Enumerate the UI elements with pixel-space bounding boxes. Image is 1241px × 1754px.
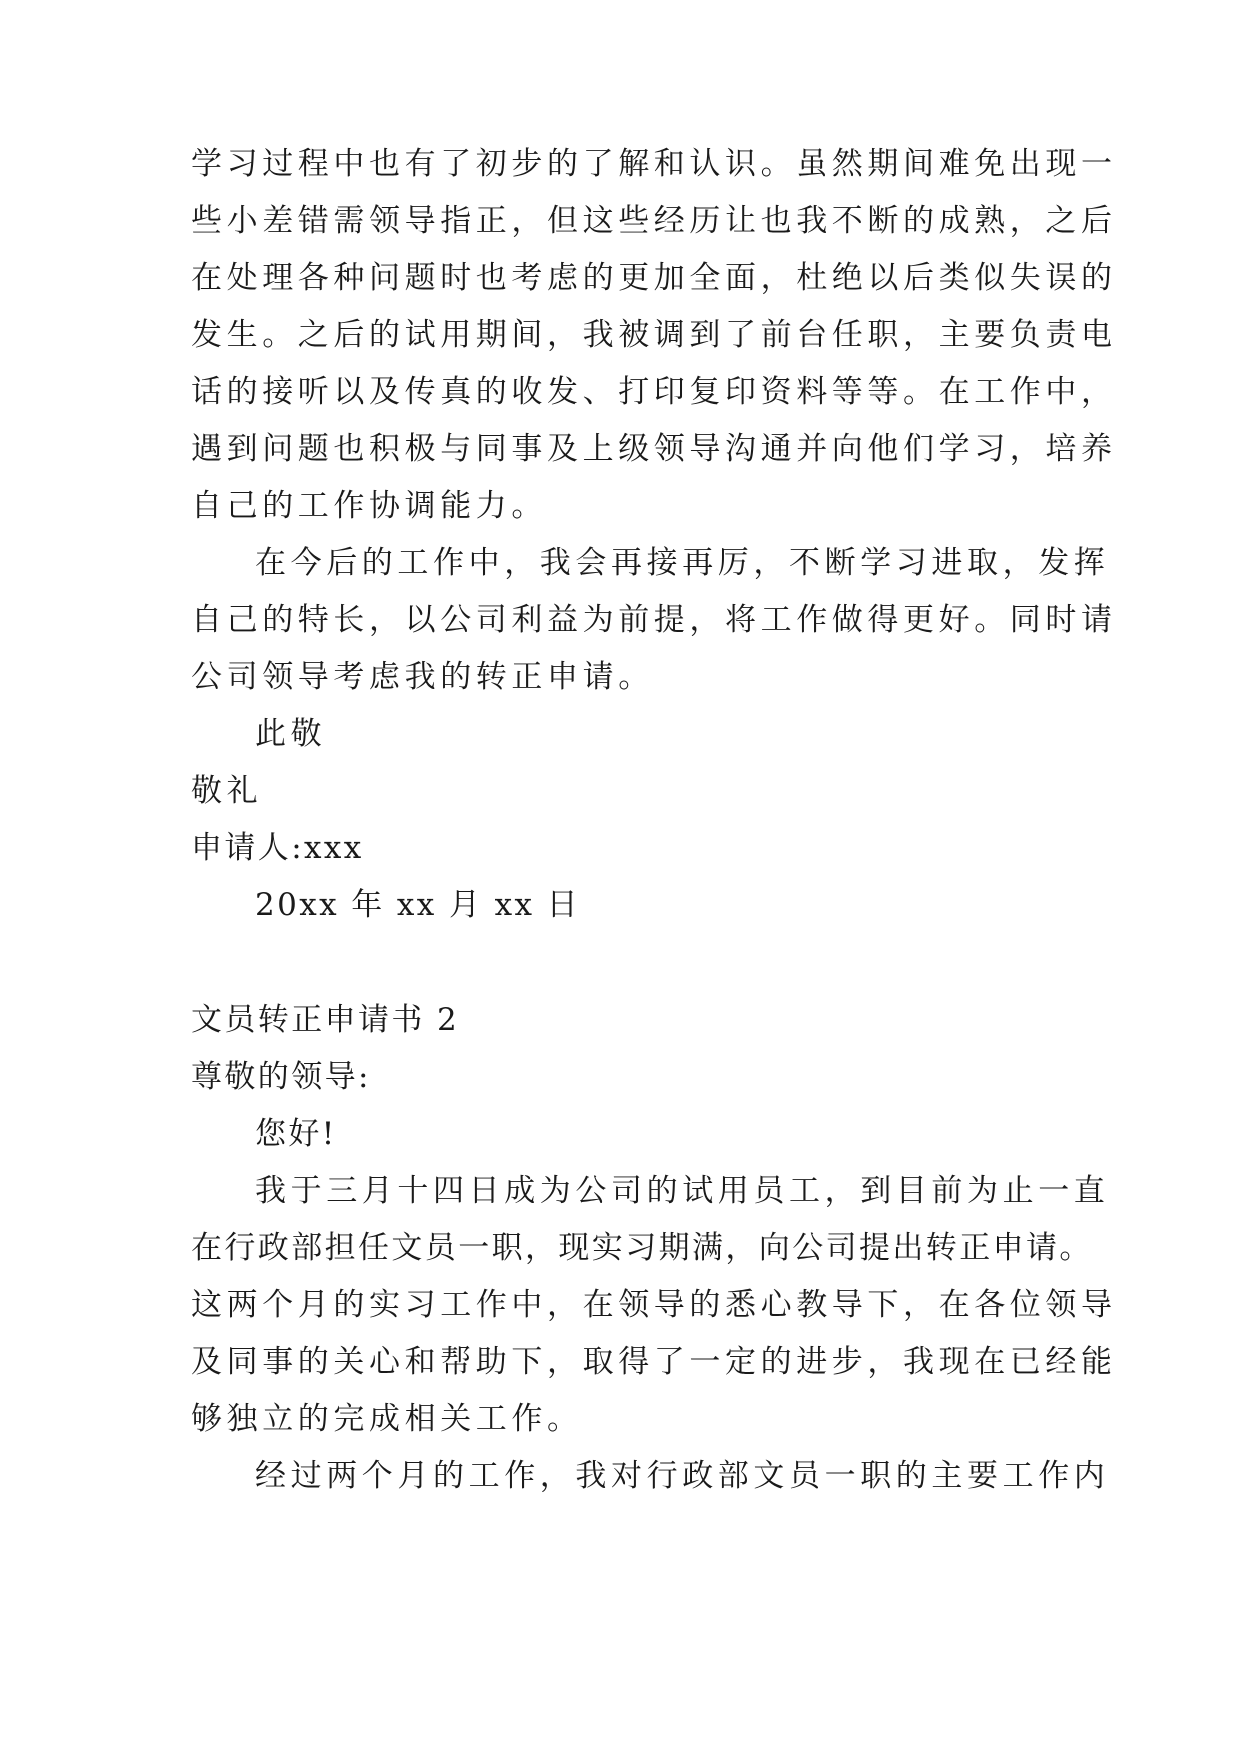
letter-title: 文员转正申请书 2 — [191, 1002, 460, 1038]
closing-regards: 敬礼 — [191, 773, 263, 809]
body-line: 在今后的工作中，我会再接再厉，不断学习进取，发挥 — [255, 545, 1110, 581]
body-line: 公司领导考虑我的转正申请。 — [191, 659, 654, 695]
body-line: 自己的特长，以公司利益为前提，将工作做得更好。同时请 — [191, 602, 1117, 638]
body-line: 经过两个月的工作，我对行政部文员一职的主要工作内 — [255, 1458, 1110, 1494]
body-line: 话的接听以及传真的收发、打印复印资料等等。在工作中， — [191, 374, 1117, 410]
letter-addressee: 尊敬的领导: — [191, 1059, 371, 1095]
letter-greeting: 您好! — [255, 1116, 337, 1152]
body-line: 在处理各种问题时也考虑的更加全面，杜绝以后类似失误的 — [191, 260, 1117, 296]
body-line: 这两个月的实习工作中，在领导的悉心教导下，在各位领导 — [191, 1287, 1117, 1323]
body-line: 些小差错需领导指正，但这些经历让也我不断的成熟，之后 — [191, 203, 1117, 239]
body-line: 发生。之后的试用期间，我被调到了前台任职，主要负责电 — [191, 317, 1117, 353]
applicant-signature: 申请人:xxx — [191, 830, 364, 866]
letter-date: 20xx 年 xx 月 xx 日 — [255, 887, 581, 923]
body-line: 在行政部担任文员一职，现实习期满，向公司提出转正申请。 — [191, 1230, 1093, 1266]
body-line: 及同事的关心和帮助下，取得了一定的进步，我现在已经能 — [191, 1344, 1117, 1380]
body-line: 够独立的完成相关工作。 — [191, 1401, 583, 1437]
body-line: 我于三月十四日成为公司的试用员工，到目前为止一直 — [255, 1173, 1110, 1209]
body-line: 学习过程中也有了初步的了解和认识。虽然期间难免出现一 — [191, 146, 1117, 182]
body-line: 遇到问题也积极与同事及上级领导沟通并向他们学习，培养 — [191, 431, 1117, 467]
body-line: 自己的工作协调能力。 — [191, 488, 547, 524]
closing-salutation: 此敬 — [255, 716, 327, 752]
